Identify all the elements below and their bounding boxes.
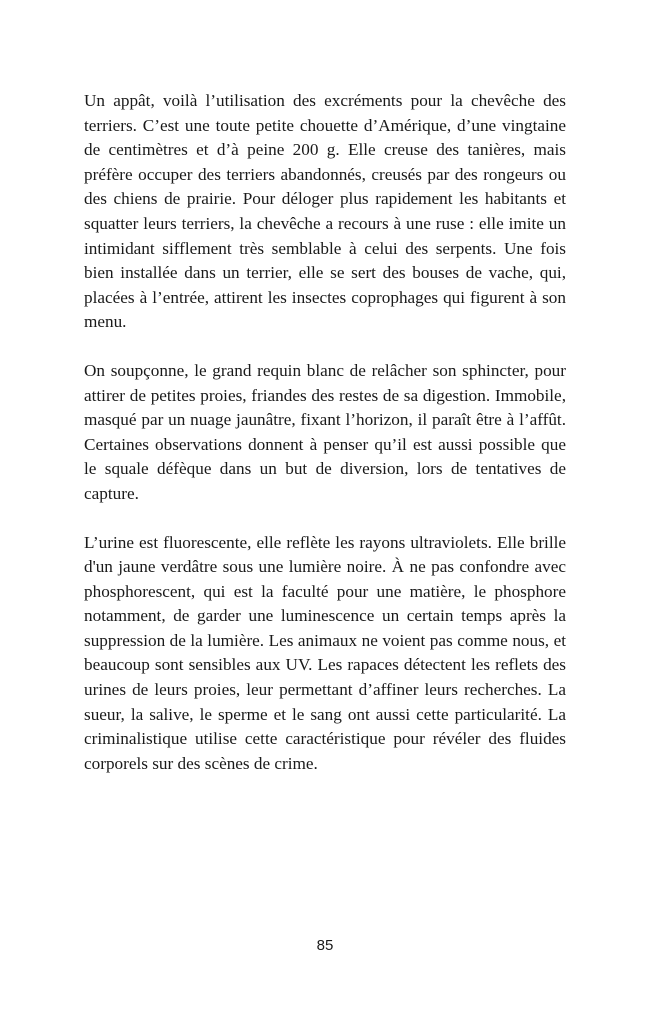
paragraph-burrowing-owl: Un appât, voilà l’utilisation des excréments pour la chevêche des terriers. C’est une toute petite chouette d’Amérique, d’une vingtaine de centimètres et d’à peine 200 g. Elle creuse des tanières, mais préfère occuper des terriers abandonnés, creusés par des rongeurs ou des chiens de prairie. Pour déloger plus rapidement les habitants et squatter leurs terriers, la chevêche a recours à une ruse : elle imite un intimidant sifflement très semblable à celui des serpents. Une fois bien installée dans un terrier, elle se sert des bouses de vache, qui, placées à l’entrée, attirent les insectes coprophages qui figurent à son menu. bbox=[84, 91, 566, 332]
paragraph-urine-fluorescence: L’urine est fluorescente, elle reflète les rayons ultraviolets. Elle brille d'un jaune verdâtre sous une lumière noire. À ne pas confondre avec phosphorescent, qui est la faculté pour une matière, le phosphore notamment, de garder une luminescence un certain temps après la suppression de la lumière. Les animaux ne voient pas comme nous, et beaucoup sont sensibles aux UV. Les rapaces détectent les reflets des urines de leurs proies, leur permettant d’affiner leurs recherches. La sueur, la salive, le sperme et le sang ont aussi cette particularité. La criminalistique utilise cette caractéristique pour révéler des fluides corporels sur des scènes de crime. bbox=[84, 532, 566, 773]
page-number: 85 bbox=[316, 937, 334, 954]
body-text bbox=[84, 89, 566, 800]
paragraph-great-white-shark: On soupçonne, le grand requin blanc de relâcher son sphincter, pour attirer de petites proies, friandes des restes de sa digestion. Immobile, masqué par un nuage jaunâtre, fixant l’horizon, il paraît être à l’affût. Certaines observations donnent à penser qu’il est aussi possible que le squale défèque dans un but de diversion, lors de tentatives de capture. bbox=[84, 360, 566, 503]
